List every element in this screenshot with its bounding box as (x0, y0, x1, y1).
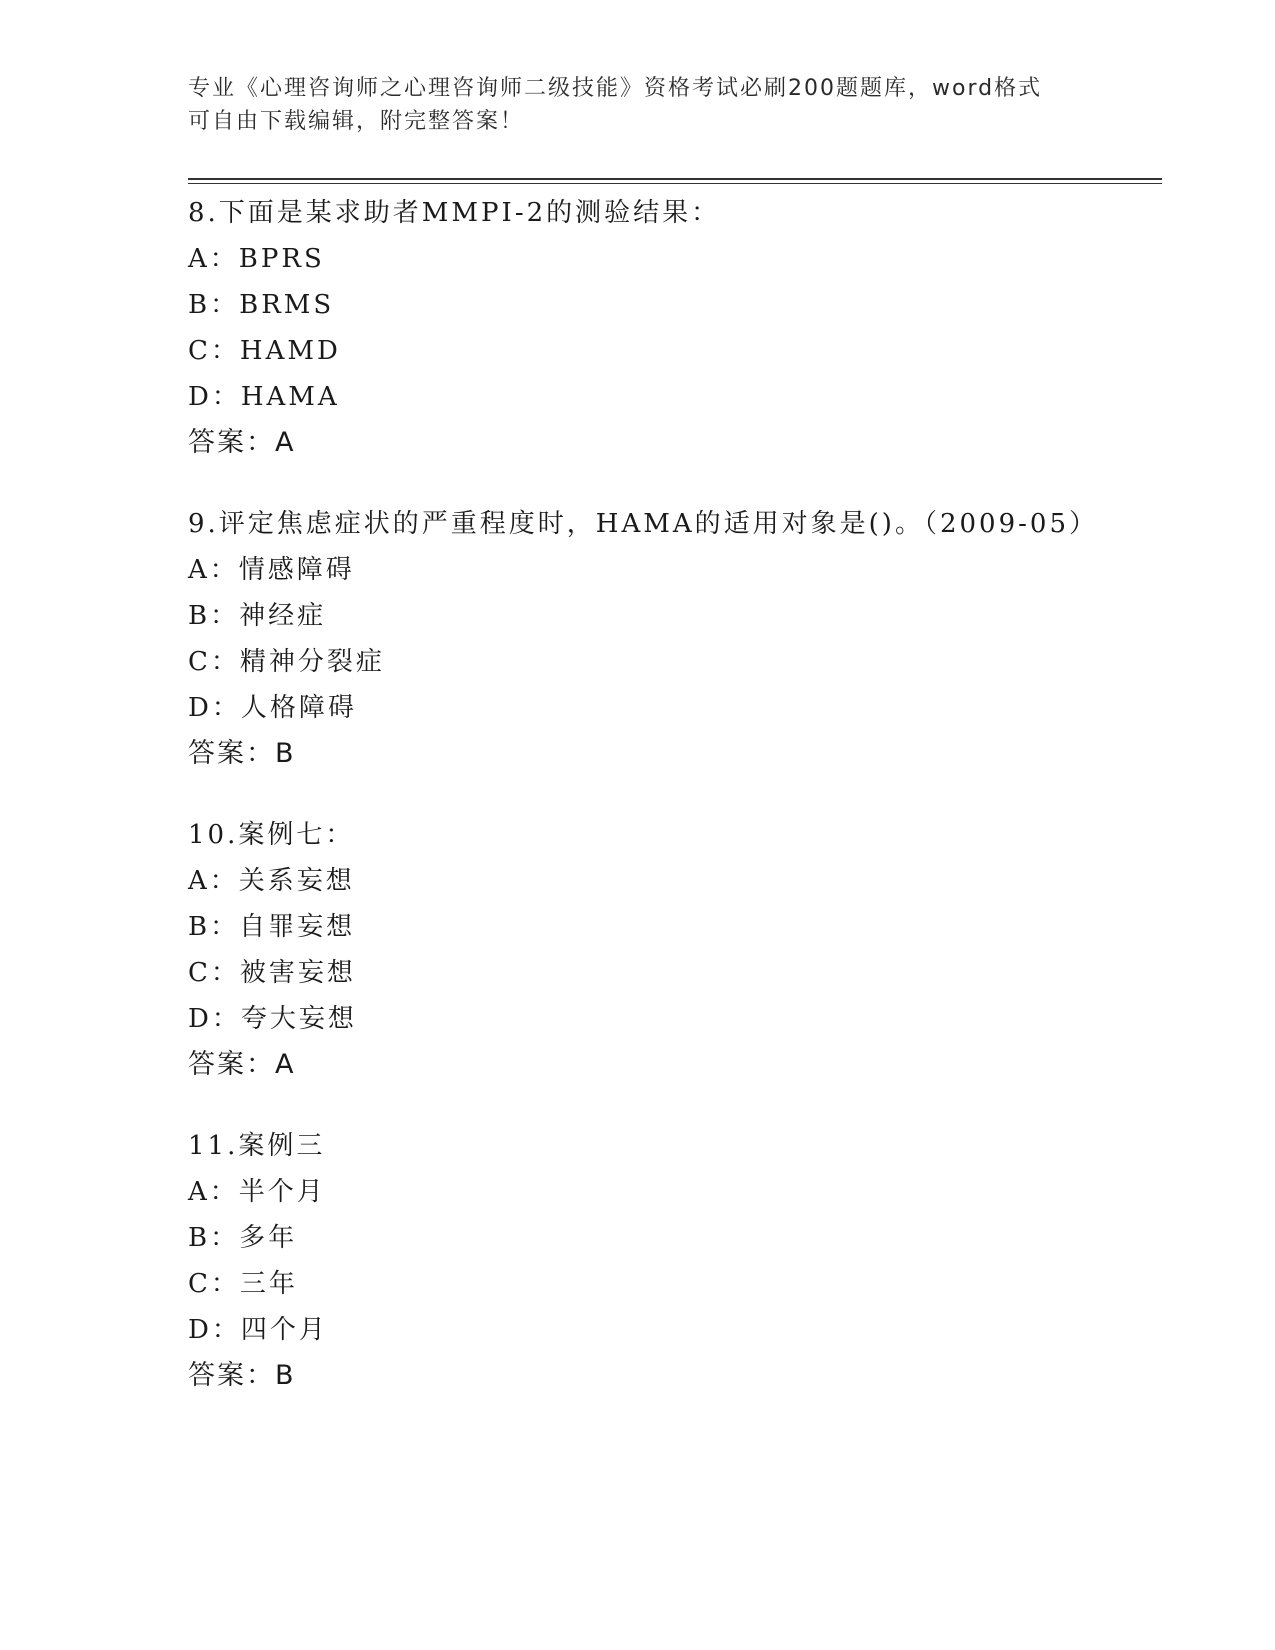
header-line-1: 专业《心理咨询师之心理咨询师二级技能》资格考试必刷200题题库，word格式 (188, 76, 1043, 101)
option-text: 情感障碍 (238, 555, 355, 585)
option-text: BPRS (238, 244, 325, 274)
header-line-2: 可自由下载编辑，附完整答案！ (188, 109, 525, 134)
option-letter: A： (188, 866, 239, 896)
option-letter: C： (188, 958, 240, 988)
option-b (188, 593, 1162, 639)
option-text: HAMA (240, 382, 340, 412)
answer-text: 答案：A (188, 1049, 296, 1080)
option-text: 四个月 (240, 1315, 328, 1345)
answer-text: 答案：A (188, 427, 296, 458)
option-b (188, 1215, 1162, 1261)
option-a (188, 547, 1162, 593)
option-text: 半个月 (238, 1177, 326, 1207)
option-c (188, 1261, 1162, 1307)
question-text: 8.下面是某求助者MMPI-2的测验结果： (188, 198, 721, 228)
option-letter: B： (188, 1223, 240, 1253)
option-a (188, 236, 1162, 282)
option-letter: D： (188, 382, 241, 412)
question-9 (188, 501, 1162, 777)
option-c (188, 950, 1162, 996)
option-letter: C： (188, 1269, 240, 1299)
question-10 (188, 812, 1162, 1088)
option-d (188, 1307, 1162, 1353)
option-text: BRMS (239, 290, 335, 320)
option-text: 多年 (239, 1223, 298, 1253)
option-text: HAMD (239, 336, 341, 366)
question-11 (188, 1123, 1162, 1399)
option-letter: D： (188, 1004, 241, 1034)
option-text: 精神分裂症 (239, 647, 385, 677)
option-text: 夸大妄想 (240, 1004, 357, 1034)
option-letter: A： (188, 1177, 239, 1207)
option-text: 自罪妄想 (239, 912, 356, 942)
option-a (188, 1169, 1162, 1215)
option-c (188, 328, 1162, 374)
question-list (188, 190, 1162, 1434)
option-b (188, 904, 1162, 950)
option-letter: B： (188, 601, 240, 631)
option-letter: D： (188, 1315, 241, 1345)
option-b (188, 282, 1162, 328)
answer-text: 答案：B (188, 1360, 296, 1391)
option-d (188, 685, 1162, 731)
option-text: 三年 (239, 1269, 298, 1299)
option-text: 人格障碍 (240, 693, 357, 723)
option-text: 神经症 (239, 601, 327, 631)
question-8 (188, 190, 1162, 466)
document-header (188, 72, 1088, 138)
option-a (188, 858, 1162, 904)
option-letter: A： (188, 244, 239, 274)
option-d (188, 996, 1162, 1042)
header-divider-top (188, 178, 1162, 180)
option-letter: C： (188, 336, 240, 366)
option-letter: C： (188, 647, 240, 677)
option-text: 被害妄想 (239, 958, 356, 988)
option-letter: B： (188, 290, 240, 320)
option-letter: D： (188, 693, 241, 723)
header-divider-bottom (188, 183, 1162, 184)
option-letter: B： (188, 912, 240, 942)
answer-text: 答案：B (188, 738, 296, 769)
option-letter: A： (188, 555, 239, 585)
option-c (188, 639, 1162, 685)
question-text: 9.评定焦虑症状的严重程度时，HAMA的适用对象是()。（2009-05） (188, 509, 1098, 539)
question-text: 11.案例三 (188, 1131, 326, 1161)
option-text: 关系妄想 (238, 866, 355, 896)
question-text: 10.案例七： (188, 820, 355, 850)
option-d (188, 374, 1162, 420)
